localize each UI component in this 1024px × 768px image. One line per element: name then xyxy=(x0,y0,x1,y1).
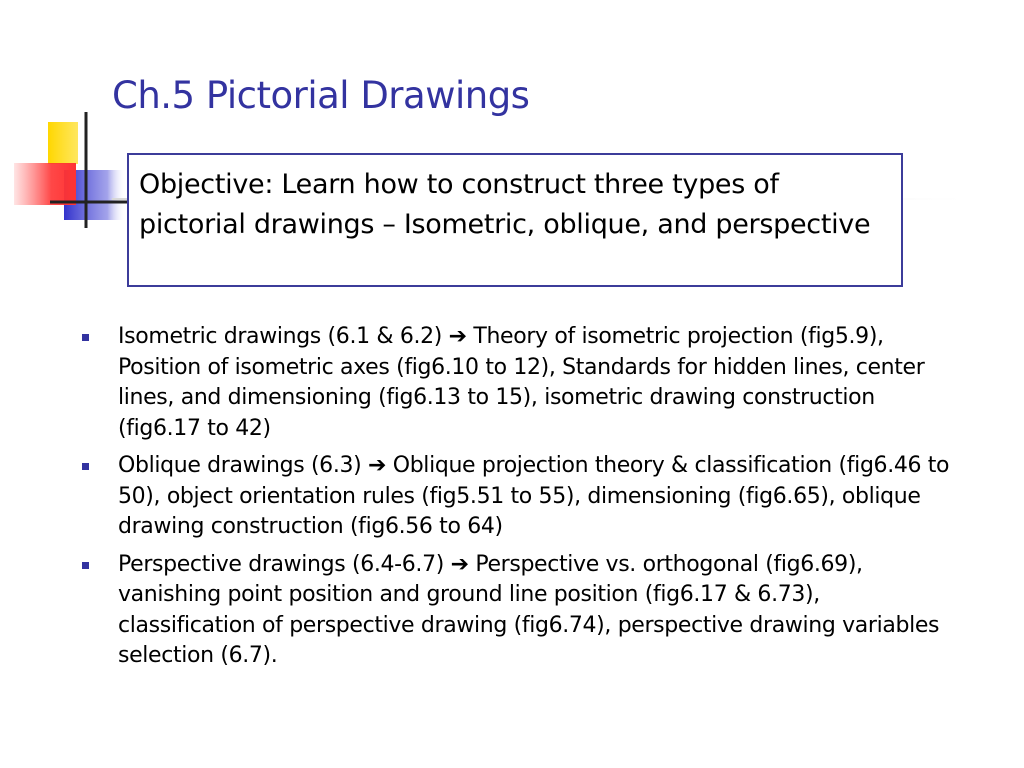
bullet-square-icon xyxy=(82,562,89,569)
objective-box xyxy=(127,153,903,287)
corner-decoration xyxy=(0,0,140,240)
list-item xyxy=(78,550,958,672)
list-item xyxy=(78,451,958,543)
bullet-square-icon xyxy=(82,334,89,341)
bullet-text: Oblique drawings (6.3) ➔ Oblique projection theory & classification (fig6.46 to 50), object orientation rules (fig5.51 to 55), dimensioning (fig6.65), oblique drawing construction (fig6.56 to 64) xyxy=(118,453,950,539)
deco-yellow-square xyxy=(48,122,78,164)
bullet-text: Perspective drawings (6.4-6.7) ➔ Perspective vs. orthogonal (fig6.69), vanishing point position and ground line position (fig6.17 & 6.73), classification of perspective drawing (fig6.74), perspective drawing variables selection (6.7). xyxy=(118,551,940,668)
list-item xyxy=(78,322,958,444)
objective-text: Objective: Learn how to construct three types of pictorial drawings – Isometric, oblique, and perspective xyxy=(139,169,871,240)
page-title: Ch.5 Pictorial Drawings xyxy=(112,74,530,117)
bullet-list xyxy=(78,322,958,679)
bullet-square-icon xyxy=(82,463,89,470)
deco-red-square xyxy=(14,163,76,205)
bullet-text: Isometric drawings (6.1 & 6.2) ➔ Theory of isometric projection (fig5.9), Position of isometric axes (fig6.10 to 12), Standards for hidden lines, center lines, and dimensioning (fig6.13 to 15), isometric drawing construction (fig6.17 to 42) xyxy=(118,324,925,441)
